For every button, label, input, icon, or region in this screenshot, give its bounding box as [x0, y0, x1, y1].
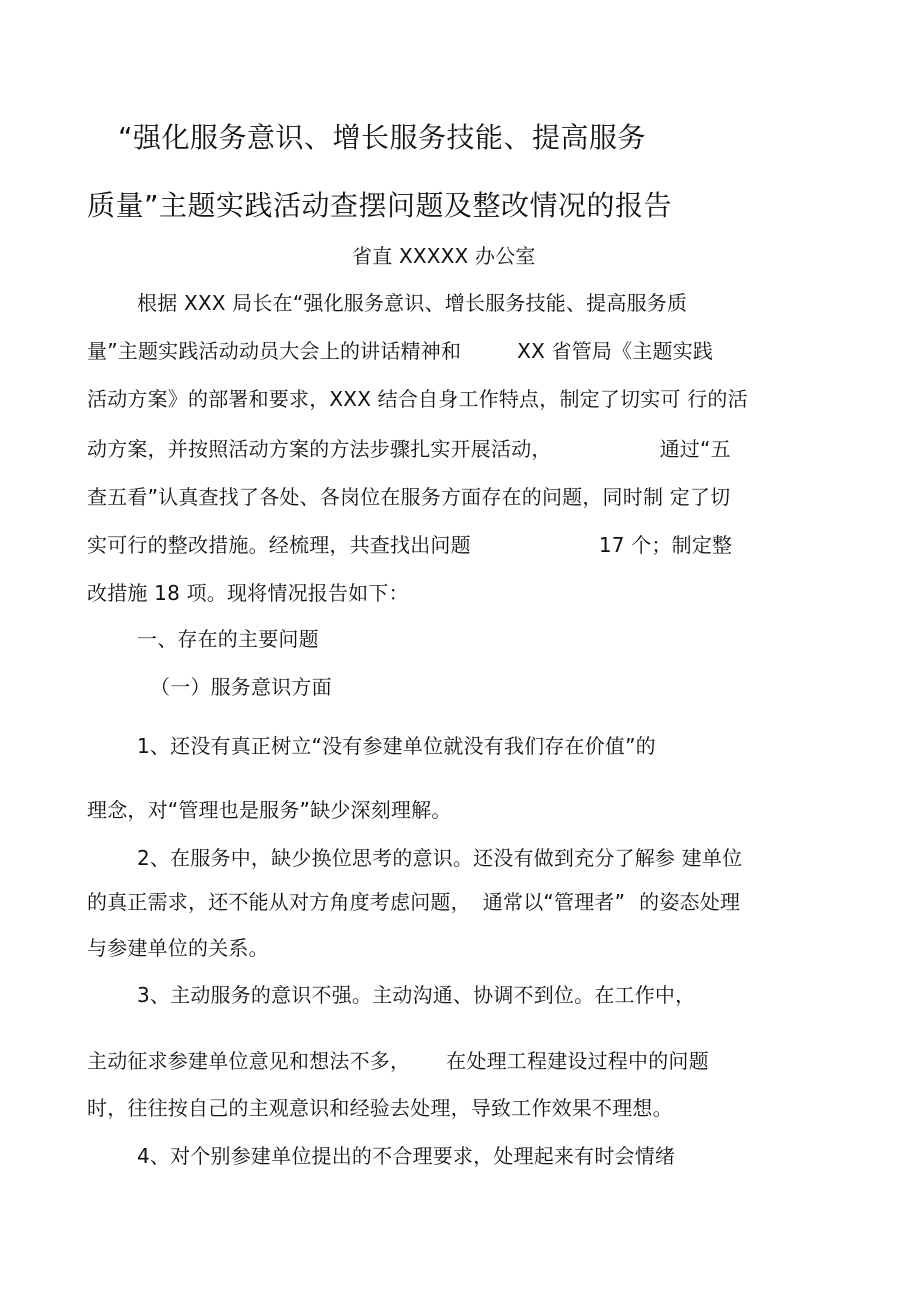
intro-line-4-part-a: 动方案，并按照活动方案的方法步骤扎实开展活动， [87, 437, 552, 461]
item-3-line-3: 时，往往按自己的主观意识和经验去处理，导致工作效果不理想。 [87, 1096, 673, 1120]
item-2-line-2-part-a: 的真正需求，还不能从对方角度考虑问题， [87, 890, 471, 914]
author-line: 省直 XXXXX 办公室 [352, 244, 536, 268]
item-3-line-1: 3、主动服务的意识不强。主动沟通、协调不到位。在工作中， [137, 983, 696, 1007]
intro-line-2-part-b: XX 省管局《主题实践 [517, 339, 714, 363]
intro-line-2-part-a: 量”主题实践活动动员大会上的讲话精神和 [87, 339, 462, 363]
title-line-1: “强化服务意识、增长服务技能、提高服务 [118, 121, 647, 154]
item-2-line-2-part-b: 通常以“管理者” [482, 890, 626, 914]
item-3-line-2 [87, 1048, 709, 1074]
intro-line-3: 活动方案》的部署和要求，XXX 结合自身工作特点，制定了切实可 行的活 [87, 387, 748, 411]
item-1-line-1: 1、还没有真正树立“没有参建单位就没有我们存在价值”的 [137, 734, 656, 758]
intro-line-6-part-b: 17 个；制定整 [598, 533, 733, 557]
subsection-heading-1: （一）服务意识方面 [150, 675, 332, 699]
item-3-line-2-part-a: 主动征求参建单位意见和想法不多， [87, 1049, 411, 1073]
intro-line-4 [87, 436, 731, 462]
title-line-2: 质量”主题实践活动查摆问题及整改情况的报告 [87, 189, 673, 222]
item-2-line-1: 2、在服务中，缺少换位思考的意识。还没有做到充分了解参 建单位 [137, 846, 743, 870]
intro-line-6-part-a: 实可行的整改措施。经梳理，共查找出问题 [87, 533, 471, 557]
item-2-line-2 [87, 889, 740, 915]
intro-line-2 [87, 338, 713, 364]
section-heading-1: 一、存在的主要问题 [137, 627, 319, 651]
intro-line-1: 根据 XXX 局长在“强化服务意识、增长服务技能、提高服务质 [137, 291, 688, 315]
intro-line-7: 改措施 18 项。现将情况报告如下： [87, 581, 409, 605]
intro-line-5: 查五看”认真查找了各处、各岗位在服务方面存在的问题，同时制 定了切 [87, 485, 731, 509]
item-3-line-2-part-b: 在处理工程建设过程中的问题 [446, 1049, 709, 1073]
item-1-line-2: 理念，对“管理也是服务”缺少深刻理解。 [87, 798, 452, 822]
item-2-line-2-part-c: 的姿态处理 [639, 890, 741, 914]
intro-line-6 [87, 532, 732, 558]
item-2-line-3: 与参建单位的关系。 [87, 936, 269, 960]
intro-line-4-part-b: 通过“五 [659, 437, 731, 461]
item-4-line-1: 4、对个别参建单位提出的不合理要求，处理起来有时会情绪 [137, 1144, 676, 1168]
